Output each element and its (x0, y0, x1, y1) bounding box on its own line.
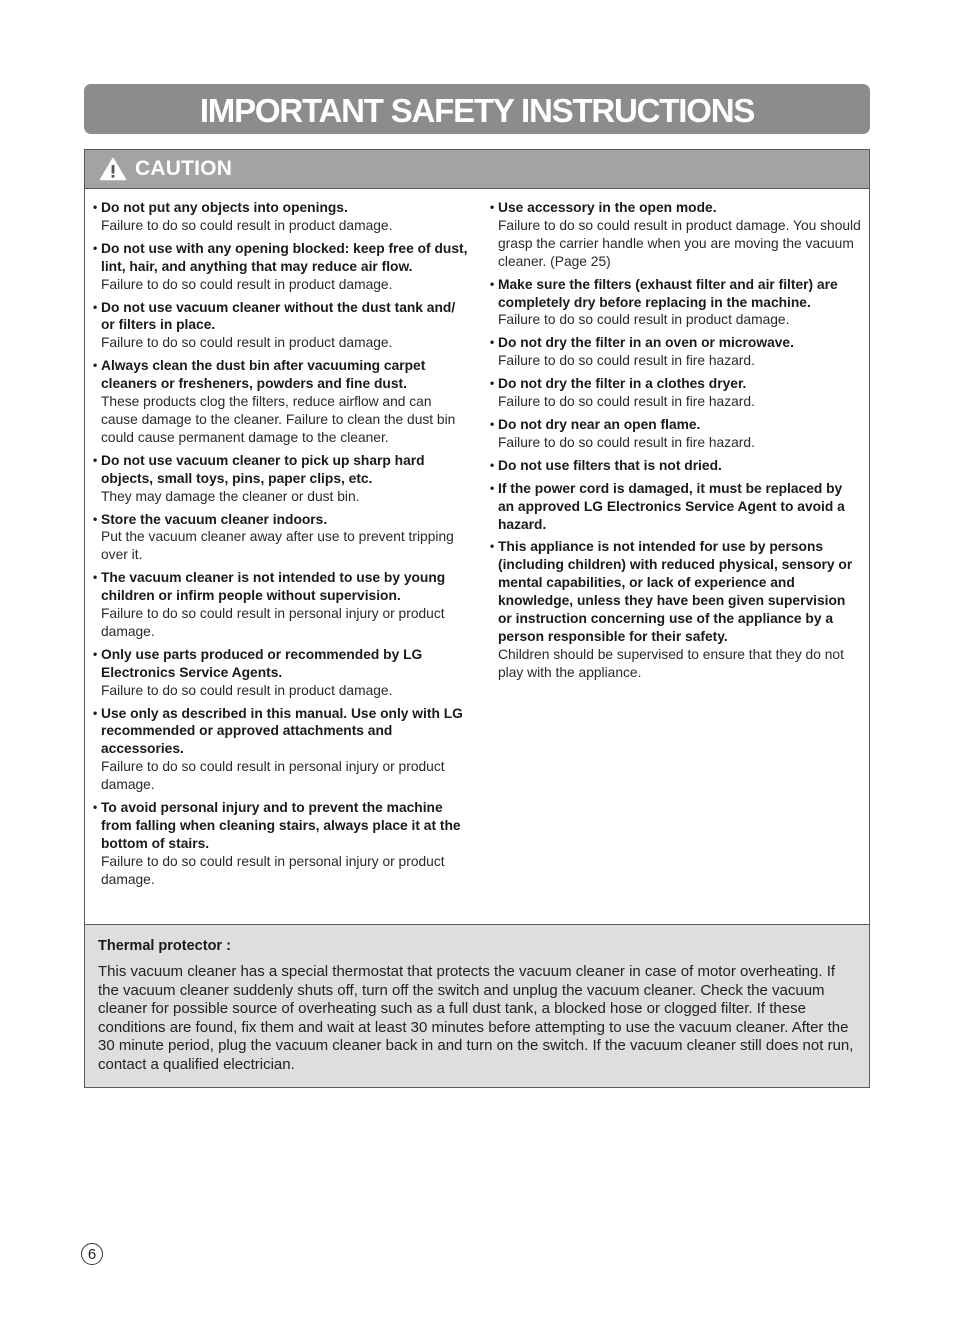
instruction-heading: Use only as described in this manual. Use only with LG recommended or approved attachments and accessories. (101, 705, 463, 757)
instruction-item (93, 799, 471, 889)
instruction-heading: Store the vacuum cleaner indoors. (101, 511, 328, 527)
instruction-item (490, 334, 862, 370)
instruction-detail: Failure to do so could result in product damage. (101, 335, 393, 351)
caution-label: CAUTION (135, 157, 233, 180)
instruction-detail: These products clog the filters, reduce airflow and can cause damage to the cleaner. Failure to clean the dust bin could cause permanent damage to the cleaner. (101, 394, 456, 445)
bullet: • (93, 800, 98, 815)
instruction-item (93, 199, 471, 235)
instruction-detail: Failure to do so could result in product damage. (498, 312, 790, 328)
instruction-heading: Do not put any objects into openings. (101, 200, 348, 215)
bullet: • (490, 200, 495, 214)
instruction-heading: Do not dry near an open flame. (498, 416, 701, 432)
thermal-protector-body: This vacuum cleaner has a special thermostat that protects the vacuum cleaner in case of motor overheating. If the vacuum cleaner suddenly shuts off, turn off the switch and unplug the vacuum cleaner. Check the vacuum cleaner for possible source of overheating such as a full dust tank, a blocked hose or clogged filter. If these conditions are found, fix them and wait at least 30 minutes before attempting to use the vacuum cleaner. After the 30 minute period, plug the vacuum cleaner back in and turn on the switch. If the vacuum cleaner still does not run, contact a qualified electrician. (98, 963, 854, 1073)
instruction-detail: Children should be supervised to ensure that they do not play with the appliance. (498, 646, 844, 680)
instruction-heading: Do not dry the filter in a clothes dryer. (498, 376, 747, 392)
instruction-detail: Failure to do so could result in personal injury or product damage. (101, 606, 445, 639)
instruction-item (490, 375, 862, 411)
instruction-detail: Failure to do so could result in fire hazard. (498, 353, 755, 369)
bullet: • (490, 539, 495, 554)
instruction-item (93, 569, 471, 641)
left-instruction-column (93, 199, 471, 894)
bullet: • (93, 240, 98, 255)
instruction-item (93, 452, 471, 506)
instruction-heading: The vacuum cleaner is not intended to use by young children or infirm people without supervision. (101, 570, 446, 604)
instruction-item (93, 240, 471, 294)
warning-triangle-icon (99, 157, 127, 181)
bullet: • (93, 299, 98, 314)
instruction-item (93, 357, 471, 447)
bullet: • (490, 376, 495, 391)
bullet: • (93, 705, 98, 720)
instruction-heading: Use accessory in the open mode. (498, 200, 717, 215)
instruction-detail: Put the vacuum cleaner away after use to prevent tripping over it. (101, 529, 454, 563)
instruction-detail: Failure to do so could result in product damage. You should grasp the carrier handle when you are moving the vacuum cleaner. (Page 25) (498, 217, 861, 269)
instruction-item (490, 480, 862, 534)
instruction-heading: This appliance is not intended for use by persons (including children) with reduced physical, sensory or mental capabilities, or lack of experience and knowledge, unless they have been given supervision or instruction concerning use of the appliance by a person responsible for their safety. (498, 539, 853, 644)
caution-header (85, 150, 869, 189)
page-title: IMPORTANT SAFETY INSTRUCTIONS (199, 91, 755, 129)
bullet: • (93, 452, 98, 467)
page-number: 6 (81, 1243, 103, 1265)
instruction-heading: Do not use vacuum cleaner to pick up sharp hard objects, small toys, pins, paper clips, etc. (101, 452, 425, 486)
instruction-item (490, 538, 862, 681)
bullet: • (490, 480, 495, 495)
instruction-detail: Failure to do so could result in product damage. (101, 217, 393, 233)
bullet: • (490, 335, 495, 350)
instruction-item (490, 199, 862, 271)
caution-box (84, 149, 870, 1088)
instruction-heading: If the power cord is damaged, it must be replaced by an approved LG Electronics Service Agent to avoid a hazard. (498, 480, 845, 532)
instruction-heading: Do not dry the filter in an oven or microwave. (498, 335, 794, 351)
instruction-detail: Failure to do so could result in product damage. (101, 682, 393, 698)
right-instruction-column (490, 199, 862, 687)
instruction-detail: They may damage the cleaner or dust bin. (101, 488, 360, 504)
bullet: • (93, 358, 98, 373)
instruction-heading: To avoid personal injury and to prevent the machine from falling when cleaning stairs, always place it at the bottom of stairs. (101, 800, 461, 851)
instruction-item (490, 457, 862, 475)
instruction-item (93, 705, 471, 795)
instruction-detail: Failure to do so could result in fire hazard. (498, 434, 755, 450)
instruction-detail: Failure to do so could result in personal injury or product damage. (101, 759, 445, 793)
instruction-item (490, 416, 862, 452)
instruction-heading: Only use parts produced or recommended by LG Electronics Service Agents. (101, 646, 423, 680)
bullet: • (490, 457, 495, 472)
instruction-detail: Failure to do so could result in fire hazard. (498, 394, 755, 410)
instruction-heading: Do not use vacuum cleaner without the dust tank and/ or filters in place. (101, 299, 456, 333)
bullet: • (93, 570, 98, 585)
instruction-heading: Make sure the filters (exhaust filter and air filter) are completely dry before replacing in the machine. (498, 276, 838, 310)
title-bar (84, 84, 870, 134)
bullet: • (93, 200, 98, 214)
instruction-detail: Failure to do so could result in product damage. (101, 276, 393, 292)
thermal-protector-section (85, 924, 869, 1087)
thermal-protector-title: Thermal protector : (98, 938, 231, 954)
instruction-item (93, 646, 471, 700)
instruction-item (93, 299, 471, 353)
instruction-detail: Failure to do so could result in personal injury or product damage. (101, 853, 445, 887)
instruction-heading: Always clean the dust bin after vacuuming carpet cleaners or fresheners, powders and fine dust. (101, 358, 426, 392)
instruction-heading: Do not use filters that is not dried. (498, 457, 722, 473)
bullet: • (490, 416, 495, 431)
bullet: • (93, 511, 98, 526)
instruction-item (93, 511, 471, 565)
bullet: • (490, 276, 495, 291)
bullet: • (93, 646, 98, 661)
instruction-item (490, 276, 862, 330)
instruction-heading: Do not use with any opening blocked: keep free of dust, lint, hair, and anything that may reduce air flow. (101, 240, 468, 274)
